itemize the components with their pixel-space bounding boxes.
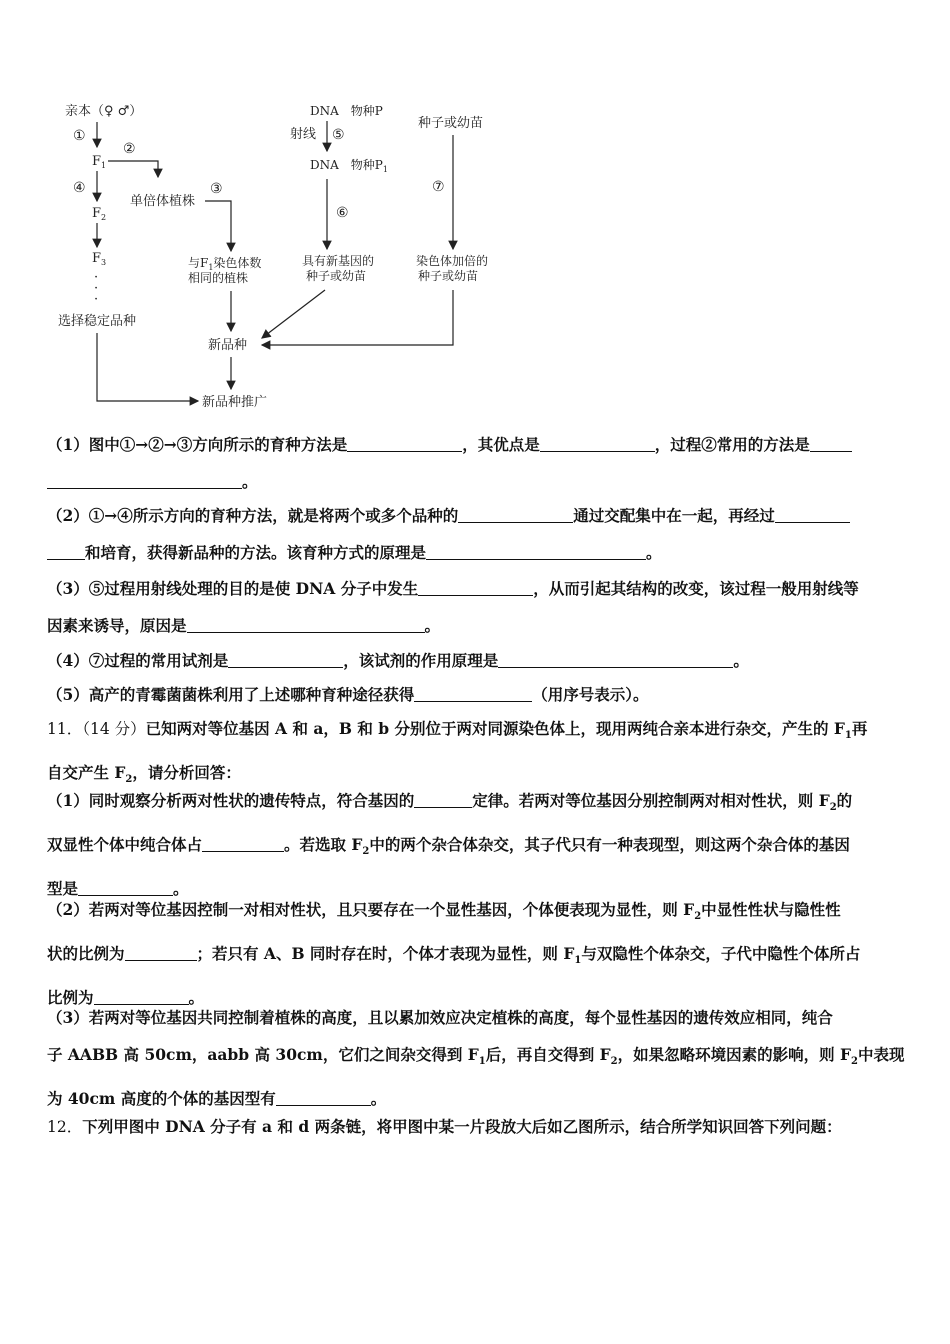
q11-intro: 11．（14 分）已知两对等位基因 A 和 a，B 和 b 分别位于两对同源染色体上，现用两纯合亲本进行杂交，产生的 $F_1$再 自交产生 $F_2$，请分析回答：	[47, 719, 868, 786]
q12: 12．下列甲图中 DNA 分子有 a 和 d 两条链，将甲图中某一片段放大后如乙图所示，结合所学知识回答下列问题：	[47, 1117, 842, 1136]
blank[interactable]	[276, 1089, 371, 1106]
blank[interactable]	[418, 579, 533, 596]
step2-label: ②	[123, 141, 136, 157]
q10-part1: （1）图中①→②→③方向所示的育种方法是 ，其优点是 ，过程②常用的方法是 。	[47, 426, 907, 500]
q11-part3: （3）若两对等位基因共同控制着植株的高度，且以累加效应决定植株的高度，每个显性基因的遗传效应相同，纯合 子 AABB 高 50cm，aabb 高 30cm，它们之间杂交得到 $F_1$后，再自交得到 $F_2$，如果忽略环境因素的影响，则 $F_2$中表现 为 40cm 高度的个体的基因型有 。	[47, 1008, 905, 1109]
select-stable-label: 选择稳定品种	[58, 314, 137, 329]
dna-p1-label: DNA 物种$P_1$	[310, 158, 388, 174]
dots-1: ·	[94, 270, 99, 285]
f1-label: $F_1$	[92, 154, 107, 170]
parents-label: 亲本（♀ ♂）	[65, 104, 143, 119]
arrow-f1-haploid	[108, 161, 158, 177]
q11-part2: （2）若两对等位基因控制一对相对性状，且只要存在一个显性基因，个体便表现为显性，则 $F_2$中显性性状与隐性性 状的比例为 ；若只有 A、B 同时存在时，个体才表现为显性，则 $F_1$与双隐性个体杂交，子代中隐性个体所占 比例为 。	[47, 900, 861, 1008]
new-gene-line1: 具有新基因的	[302, 254, 375, 268]
arrow-newgene-newvariety	[262, 290, 325, 338]
new-gene-line2: 种子或幼苗	[306, 269, 367, 283]
blank[interactable]	[347, 435, 462, 452]
q11-part1: （1）同时观察分析两对性状的遗传特点，符合基因的 定律。若两对等位基因分别控制两对相对性状，则 $F_2$的 双显性个体中纯合体占 。若选取 $F_2$中的两个杂合体杂交，其子代只有一种表现型，则这两个杂合体的基因 型是 。	[47, 791, 853, 899]
same-as-f1-line1: 与$F_1$染色体数	[188, 256, 262, 272]
f2-label: $F_2$	[92, 206, 107, 222]
arrow-select-promote	[97, 333, 198, 401]
seed-label: 种子或幼苗	[418, 116, 484, 131]
dna-p-label: DNA 物种P	[310, 104, 383, 118]
blank[interactable]	[414, 791, 472, 808]
doubled-line2: 种子或幼苗	[418, 269, 479, 283]
q10-part5: （5）高产的青霉菌菌株利用了上述哪种育种途径获得 （用序号表示）。	[47, 685, 649, 704]
blank[interactable]	[498, 651, 733, 668]
ray-label: 射线	[290, 127, 317, 142]
new-variety-label: 新品种	[208, 338, 248, 353]
promote-label: 新品种推广	[202, 395, 268, 410]
step3-label: ③	[210, 181, 223, 197]
blank[interactable]	[810, 435, 852, 452]
blank[interactable]	[187, 616, 425, 633]
blank[interactable]	[228, 651, 343, 668]
same-as-f1-line2: 相同的植株	[188, 271, 249, 285]
blank[interactable]	[47, 543, 85, 560]
step7-label: ⑦	[432, 179, 445, 195]
blank[interactable]	[540, 435, 655, 452]
haploid-label: 单倍体植株	[130, 194, 196, 209]
step6-label: ⑥	[336, 205, 349, 221]
step5-label: ⑤	[332, 127, 345, 143]
blank[interactable]	[426, 543, 646, 560]
arrow-haploid-same	[205, 201, 231, 251]
step4-label: ④	[73, 180, 86, 196]
f3-label: $F_3$	[92, 251, 107, 267]
blank[interactable]	[47, 472, 242, 489]
step1-label: ①	[73, 128, 86, 144]
doubled-line1: 染色体加倍的	[416, 254, 489, 268]
q10-part4: （4）⑦过程的常用试剂是 ，该试剂的作用原理是 。	[47, 651, 749, 670]
dots-3: ·	[94, 292, 99, 307]
blank[interactable]	[125, 944, 197, 961]
q10-part3: （3）⑤过程用射线处理的目的是使 DNA 分子中发生 ，从而引起其结构的改变，该过程一般用射线等 因素来诱导，原因是 。	[47, 579, 859, 635]
breeding-diagram	[40, 95, 520, 420]
arrow-doubled-newvariety	[262, 290, 453, 345]
blank[interactable]	[775, 506, 850, 523]
blank[interactable]	[202, 835, 284, 852]
blank[interactable]	[414, 685, 532, 702]
q10-part2: （2）①→④所示方向的育种方法，就是将两个或多个品种的 通过交配集中在一起，再经过 和培育，获得新品种的方法。该育种方式的原理是 。	[47, 497, 907, 571]
blank[interactable]	[458, 506, 573, 523]
dots-2: ·	[94, 281, 99, 296]
